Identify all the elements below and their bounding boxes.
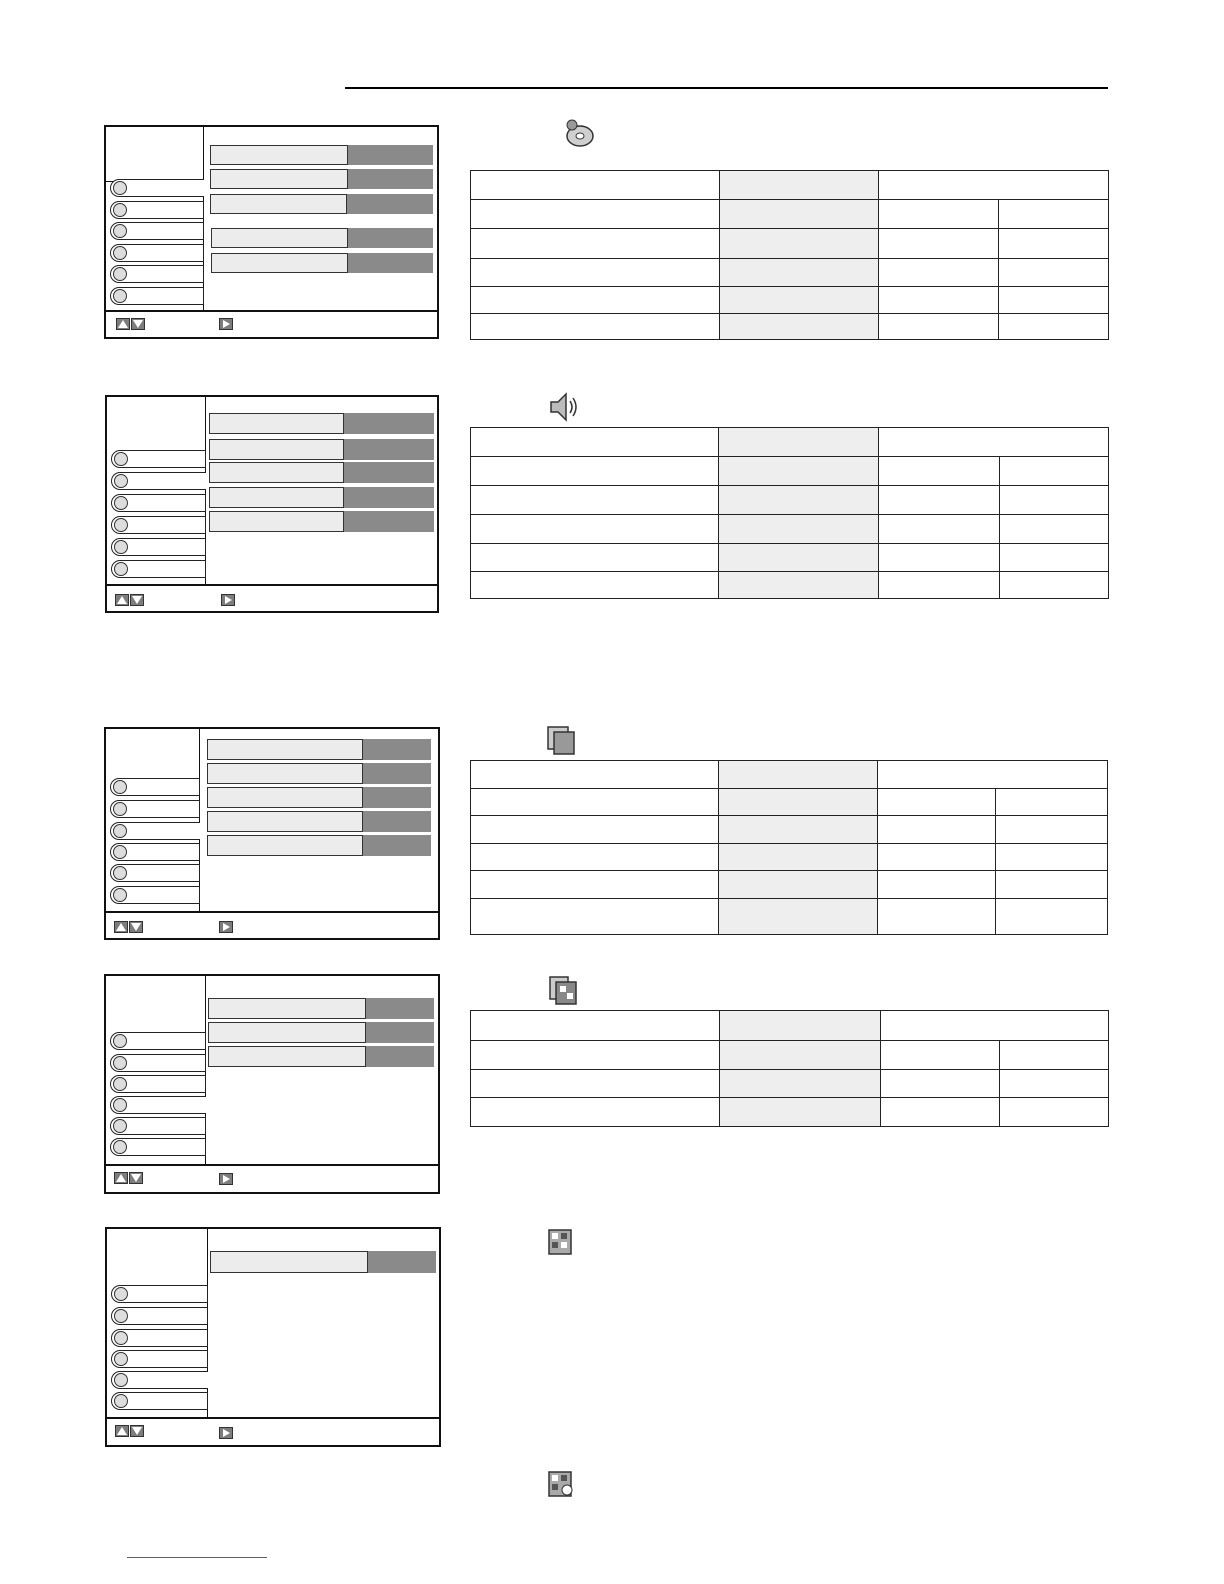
option-label[interactable]: [209, 439, 344, 460]
table-cell: [471, 816, 719, 844]
table-cell: [878, 816, 996, 844]
option-value[interactable]: [344, 511, 434, 532]
play-right-icon[interactable]: [219, 318, 233, 330]
option-label[interactable]: [209, 511, 344, 532]
table-cell: [1000, 1098, 1109, 1127]
disc-icon: [114, 1287, 128, 1301]
tab-general[interactable]: [111, 1285, 208, 1303]
setup-menu-display: [104, 974, 440, 1194]
tab-video[interactable]: [111, 1329, 208, 1347]
tab-rating[interactable]: [110, 864, 200, 882]
screen-icon: [113, 845, 127, 859]
option-value[interactable]: [363, 835, 431, 856]
table-cell: [999, 200, 1109, 229]
table-cell: [1000, 486, 1109, 515]
tab-video[interactable]: [111, 494, 206, 512]
misc-icon: [114, 1394, 128, 1408]
table-cell: [471, 761, 719, 789]
table-cell: [719, 544, 879, 572]
tab-general[interactable]: [110, 778, 200, 796]
table-cell: [879, 200, 999, 229]
table-cell: [879, 457, 1000, 486]
table-cell: [471, 871, 719, 899]
option-label[interactable]: [208, 1046, 366, 1067]
table-cell: [881, 1011, 1109, 1041]
option-label[interactable]: [207, 763, 363, 784]
table-cell: [719, 816, 878, 844]
down-arrow-icon[interactable]: [129, 921, 143, 933]
table-cell: [471, 899, 719, 935]
menu-footer: [107, 584, 437, 613]
table-cell: [879, 544, 1000, 572]
setup-menu-general: [104, 125, 439, 339]
option-label[interactable]: [210, 1251, 368, 1273]
table-cell: [720, 171, 879, 200]
option-label[interactable]: [211, 253, 348, 273]
table-cell: [879, 428, 1109, 457]
table-cell: [881, 1098, 1000, 1127]
option-label[interactable]: [208, 998, 366, 1019]
table-cell: [1000, 544, 1109, 572]
option-value[interactable]: [348, 253, 433, 273]
misc-icon: [113, 1140, 127, 1154]
up-arrow-icon[interactable]: [116, 318, 130, 330]
option-label[interactable]: [209, 413, 344, 434]
table-cell: [720, 1098, 881, 1127]
table-cell: [471, 1011, 720, 1041]
option-value[interactable]: [368, 1251, 436, 1273]
settings-table-display: [470, 1010, 1109, 1127]
menu-divider: [203, 127, 204, 311]
option-value[interactable]: [344, 413, 434, 434]
play-right-icon[interactable]: [219, 1173, 233, 1185]
table-cell: [881, 1070, 1000, 1098]
table-cell: [471, 486, 719, 515]
down-arrow-icon[interactable]: [130, 594, 144, 606]
table-cell: [471, 259, 720, 287]
setup-menu-audio: [105, 395, 439, 613]
option-value[interactable]: [363, 763, 431, 784]
table-cell: [471, 200, 720, 229]
table-cell: [471, 457, 719, 486]
table-cell: [471, 515, 719, 544]
tab-audio[interactable]: [111, 472, 206, 490]
screen-icon: [114, 518, 128, 532]
disc-icon: [113, 780, 127, 794]
tab-video[interactable]: [110, 1075, 206, 1093]
table-cell: [471, 171, 720, 200]
disc-settings-icon: [562, 116, 596, 150]
monitor-icon: [114, 1331, 128, 1345]
disc-icon: [114, 452, 128, 466]
up-arrow-icon[interactable]: [115, 594, 129, 606]
menu-divider: [199, 729, 200, 912]
table-cell: [879, 486, 1000, 515]
table-cell: [719, 486, 879, 515]
tab-audio[interactable]: [110, 800, 200, 818]
play-right-icon[interactable]: [219, 1427, 233, 1439]
tab-rating[interactable]: [110, 1117, 206, 1135]
monitor-icon: [113, 1077, 127, 1091]
table-cell: [471, 1098, 720, 1127]
table-cell: [719, 428, 879, 457]
table-cell: [720, 314, 879, 340]
down-arrow-icon[interactable]: [131, 318, 145, 330]
header-rule: [345, 87, 1108, 89]
table-cell: [999, 229, 1109, 259]
footnote-underline: [127, 1557, 267, 1558]
table-cell: [471, 287, 720, 314]
table-cell: [719, 789, 878, 816]
option-label[interactable]: [210, 169, 348, 189]
table-cell: [720, 1041, 881, 1070]
table-cell: [719, 515, 879, 544]
option-value[interactable]: [344, 487, 434, 508]
tab-display[interactable]: [110, 1096, 206, 1114]
menu-footer: [106, 911, 438, 940]
menu-footer: [106, 310, 437, 339]
option-value[interactable]: [363, 787, 431, 808]
tab-rating[interactable]: [111, 538, 206, 556]
option-label[interactable]: [207, 835, 363, 856]
menu-footer: [107, 1417, 439, 1447]
table-cell: [999, 287, 1109, 314]
table-cell: [719, 572, 879, 599]
disc-icon: [113, 181, 127, 195]
table-cell: [471, 229, 720, 259]
speaker-icon: [547, 390, 581, 424]
tab-rating[interactable]: [110, 265, 204, 283]
speaker-icon: [114, 1309, 128, 1323]
speaker-icon: [114, 474, 128, 488]
table-cell: [720, 1070, 881, 1098]
play-right-icon[interactable]: [221, 594, 235, 606]
video-monitor-icon: [545, 724, 579, 758]
table-cell: [878, 871, 996, 899]
table-cell: [1000, 1070, 1109, 1098]
option-label[interactable]: [210, 145, 348, 165]
option-label[interactable]: [209, 487, 344, 508]
option-value[interactable]: [363, 739, 431, 760]
table-cell: [1000, 457, 1109, 486]
rating-icon: [113, 1119, 127, 1133]
tab-misc[interactable]: [111, 560, 206, 578]
up-arrow-icon[interactable]: [114, 921, 128, 933]
table-cell: [471, 1070, 720, 1098]
up-arrow-icon[interactable]: [114, 1172, 128, 1184]
monitor-icon: [114, 496, 128, 510]
screen-icon: [113, 246, 127, 260]
table-cell: [1000, 515, 1109, 544]
monitor-icon: [113, 824, 127, 838]
tab-general[interactable]: [110, 1032, 206, 1050]
table-cell: [999, 259, 1109, 287]
table-cell: [471, 544, 719, 572]
setup-menu-video: [104, 727, 440, 940]
tab-misc[interactable]: [110, 886, 200, 904]
table-cell: [996, 816, 1108, 844]
table-cell: [719, 844, 878, 871]
table-cell: [879, 515, 1000, 544]
table-cell: [720, 1011, 881, 1041]
screen-icon: [114, 1352, 128, 1366]
option-value[interactable]: [366, 1046, 434, 1067]
table-cell: [879, 171, 1109, 200]
option-value[interactable]: [348, 145, 433, 165]
table-cell: [879, 259, 999, 287]
table-cell: [878, 761, 1108, 789]
table-cell: [878, 899, 996, 935]
menu-footer: [106, 1164, 438, 1194]
table-cell: [471, 844, 719, 871]
table-cell: [720, 259, 879, 287]
play-right-icon[interactable]: [219, 921, 233, 933]
speaker-icon: [113, 203, 127, 217]
table-cell: [719, 457, 879, 486]
table-cell: [719, 899, 878, 935]
option-label[interactable]: [209, 462, 344, 483]
table-cell: [996, 871, 1108, 899]
tab-audio[interactable]: [110, 201, 204, 219]
tab-display[interactable]: [111, 1350, 208, 1368]
option-value[interactable]: [348, 169, 433, 189]
rating-grid-icon: [545, 1226, 579, 1260]
menu-divider: [205, 397, 206, 585]
tab-rating[interactable]: [111, 1371, 208, 1389]
speaker-icon: [113, 802, 127, 816]
settings-table-video: [470, 760, 1108, 935]
down-arrow-icon[interactable]: [129, 1172, 143, 1184]
monitor-icon: [113, 224, 127, 238]
table-cell: [720, 287, 879, 314]
speaker-icon: [113, 1056, 127, 1070]
option-value[interactable]: [347, 194, 433, 214]
tab-misc[interactable]: [110, 287, 204, 305]
table-cell: [878, 844, 996, 871]
tab-display[interactable]: [110, 244, 204, 262]
down-arrow-icon[interactable]: [130, 1425, 144, 1437]
misc-grid-icon: [545, 1468, 579, 1502]
settings-table-audio: [470, 427, 1109, 599]
disc-icon: [113, 1034, 127, 1048]
option-label[interactable]: [208, 1022, 366, 1043]
option-value[interactable]: [363, 811, 431, 832]
option-label[interactable]: [207, 787, 363, 808]
tab-misc[interactable]: [110, 1138, 206, 1156]
option-label[interactable]: [211, 228, 348, 248]
table-cell: [471, 572, 719, 599]
option-label[interactable]: [207, 811, 363, 832]
rating-icon: [113, 866, 127, 880]
table-cell: [1000, 572, 1109, 599]
table-cell: [720, 200, 879, 229]
option-value[interactable]: [344, 439, 434, 460]
option-value[interactable]: [348, 228, 433, 248]
table-cell: [996, 844, 1108, 871]
tab-display[interactable]: [111, 516, 206, 534]
settings-table-general: [470, 170, 1109, 340]
table-cell: [471, 1041, 720, 1070]
option-value[interactable]: [344, 462, 434, 483]
misc-icon: [114, 562, 128, 576]
table-cell: [719, 761, 878, 789]
rating-icon: [114, 1373, 128, 1387]
up-arrow-icon[interactable]: [115, 1425, 129, 1437]
tab-video[interactable]: [110, 822, 200, 840]
table-cell: [879, 229, 999, 259]
table-cell: [471, 789, 719, 816]
option-label[interactable]: [210, 194, 347, 214]
table-cell: [719, 871, 878, 899]
screen-icon: [113, 1098, 127, 1112]
table-cell: [471, 428, 719, 457]
table-cell: [881, 1041, 1000, 1070]
tab-display[interactable]: [110, 843, 200, 861]
tv-display-icon: [547, 973, 581, 1007]
table-cell: [879, 314, 999, 340]
tab-video[interactable]: [110, 222, 204, 240]
table-cell: [879, 572, 1000, 599]
misc-icon: [113, 289, 127, 303]
tab-audio[interactable]: [111, 1307, 208, 1325]
tab-misc[interactable]: [111, 1392, 208, 1410]
table-cell: [1000, 1041, 1109, 1070]
table-cell: [996, 899, 1108, 935]
table-cell: [999, 314, 1109, 340]
table-cell: [720, 229, 879, 259]
option-value[interactable]: [366, 998, 434, 1019]
table-cell: [996, 789, 1108, 816]
tab-general[interactable]: [111, 450, 206, 468]
tab-audio[interactable]: [110, 1054, 206, 1072]
table-cell: [471, 314, 720, 340]
option-value[interactable]: [366, 1022, 434, 1043]
tab-general[interactable]: [110, 179, 204, 197]
misc-icon: [113, 888, 127, 902]
table-cell: [878, 789, 996, 816]
rating-icon: [113, 267, 127, 281]
rating-icon: [114, 540, 128, 554]
table-cell: [879, 287, 999, 314]
setup-menu-rating: [105, 1227, 441, 1447]
option-label[interactable]: [207, 739, 363, 760]
